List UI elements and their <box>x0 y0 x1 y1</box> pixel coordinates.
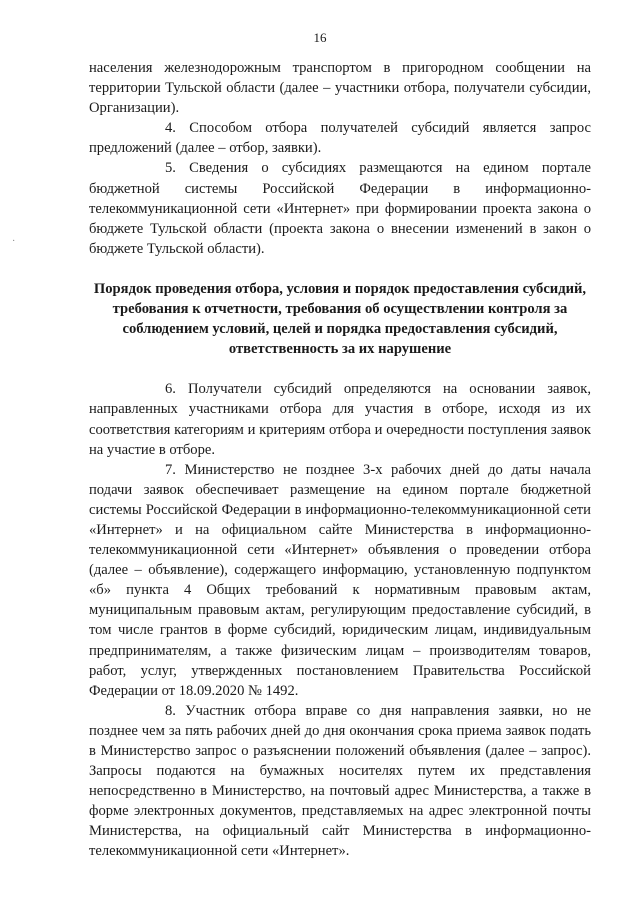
paragraph-4 <box>89 118 591 158</box>
document-body <box>89 58 591 862</box>
paragraph-continuation: населения железнодорожным транспортом в пригородном сообщении на территории Тульской области (далее – участники отбора, получатели субсидии, Организации). <box>89 60 591 117</box>
scan-dot: · <box>12 236 16 247</box>
paragraph-8-text: Участник отбора вправе со дня направления заявки, но не позднее чем за пять рабочих дней до дня окончания срока приема заявок подать в Министерство запрос о разъяснении положений объявления (далее – запрос). Запросы подаются на бумажных носителях путем их представления непосредственно в Министерство, на почтовый адрес Министерства, а также в форме электронных документов, представляемых на адрес электронной почты Министерства, на официальный сайт Министерства в информационно-телекоммуникационной сети «Интернет». <box>89 702 591 860</box>
paragraph-4-text: Способом отбора получателей субсидий является запрос предложений (далее – отбор, заявки). <box>89 120 591 157</box>
page-number: 16 <box>313 30 327 45</box>
paragraph-4-number: 4. <box>165 120 176 137</box>
paragraph-5-text: Сведения о субсидиях размещаются на едином портале бюджетной системы Российской Федерации в информационно-телекоммуникационной сети «Интернет» при формировании проекта закона о бюджете Тульской области (проекта закона о внесении изменений в закон о бюджете Тульской области). <box>89 160 592 257</box>
paragraph-5 <box>89 158 591 258</box>
section-heading: Порядок проведения отбора, условия и порядок предоставления субсидий, требования к отчетности, требования об осуществлении контроля за соблюдением условий, целей и порядка предоставления субсидий, ответственность за их нарушение <box>93 280 587 358</box>
paragraph-8-number: 8. <box>165 702 176 719</box>
paragraph-8 <box>89 701 591 862</box>
paragraph-7 <box>89 460 591 701</box>
paragraph-6-text: Получатели субсидий определяются на основании заявок, направленных участниками отбора для участия в отборе, исходя из их соответствия категориям и критериям отбора и очередности поступления заявок на участие в отборе. <box>89 381 591 458</box>
paragraph-5-number: 5. <box>165 160 176 177</box>
paragraph-6-number: 6. <box>165 381 176 398</box>
paragraph-7-text: Министерство не позднее 3-х рабочих дней до даты начала подачи заявок обеспечивает размещение на едином портале бюджетной системы Российской Федерации в информационно-телекоммуникационной сети «Интернет» и на официальном сайте Министерства в информационно-телекоммуникационной сети «Интернет» объявления о проведении отбора (далее – объявление), содержащего информацию, установленную подпунктом «б» пункта 4 Общих требований к нормативным правовым актам, муниципальным правовым актам, регулирующим предоставление субсидий, в том числе грантов в форме субсидий, юридическим лицам, индивидуальным предпринимателям, а также физическим лицам – производителям товаров, работ, услуг, утвержденных постановлением Правительства Российской Федерации от 18.09.2020 № 1492. <box>89 461 591 699</box>
paragraph-7-number: 7. <box>165 461 176 478</box>
paragraph-6 <box>89 379 591 459</box>
